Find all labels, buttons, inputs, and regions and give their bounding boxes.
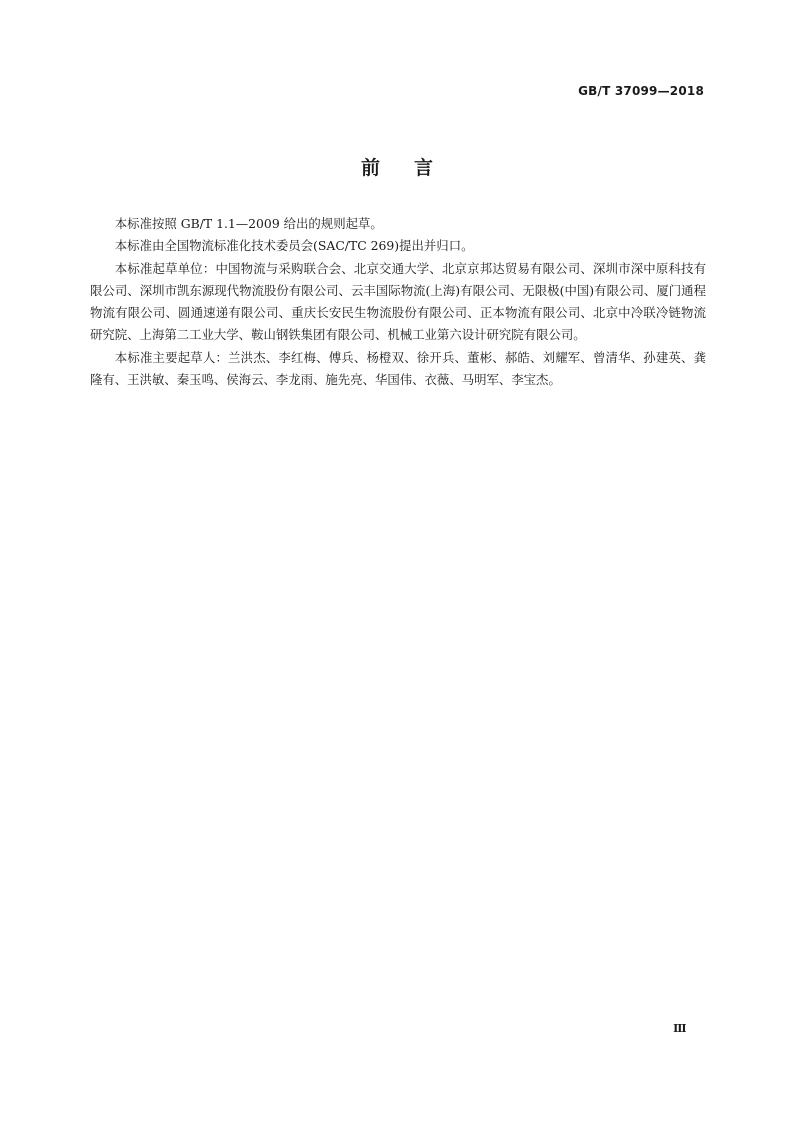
- standard-number: GB/T 37099—2018: [578, 84, 704, 98]
- paragraph-drafting-units: 本标准起草单位：中国物流与采购联合会、北京交通大学、北京京邦达贸易有限公司、深圳市深中原科技有限公司、深圳市凯东源现代物流股份有限公司、云丰国际物流(上海)有限公司、无限极(中国)有限公司、厦门通程物流有限公司、圆通速递有限公司、重庆长安民生物流股份有限公司、正本物流有限公司、北京中冷联冷链物流研究院、上海第二工业大学、鞍山钢铁集团有限公司、机械工业第六设计研究院有限公司。: [90, 260, 706, 343]
- paragraph-proposer: 本标准由全国物流标准化技术委员会(SAC/TC 269)提出并归口。: [114, 238, 474, 254]
- paragraph-drafting-rules: 本标准按照 GB/T 1.1—2009 给出的规则起草。: [114, 216, 383, 231]
- page-number: Ⅲ: [673, 1022, 686, 1035]
- paragraph-drafters: 本标准主要起草人：兰洪杰、李红梅、傅兵、杨橙双、徐开兵、董彬、郝皓、刘耀军、曾清华、孙建英、龚隆有、王洪敏、秦玉鸣、侯海云、李龙雨、施先亮、华国伟、衣薇、马明军、李宝杰。: [90, 349, 706, 388]
- page-title: 前言: [360, 157, 467, 179]
- foreword-body: [90, 213, 706, 391]
